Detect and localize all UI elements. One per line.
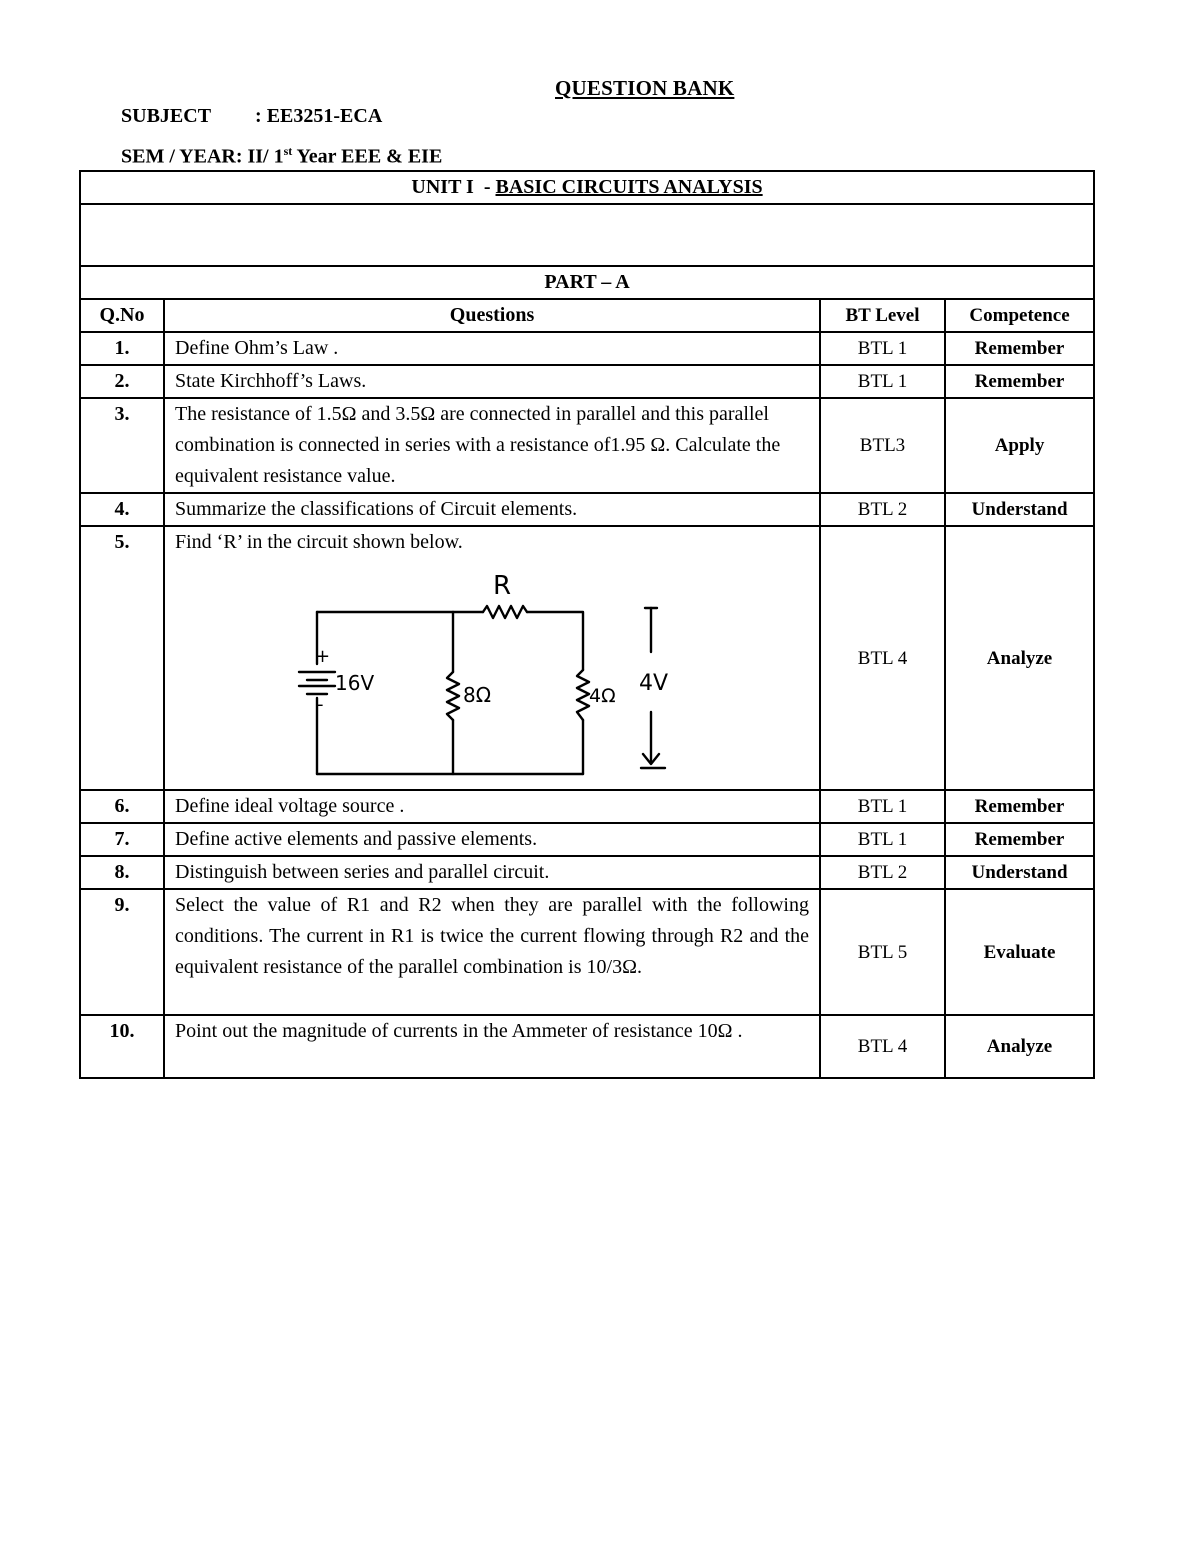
competence: Understand bbox=[945, 856, 1094, 889]
bt-level: BTL3 bbox=[820, 398, 945, 493]
table-row bbox=[80, 526, 1094, 790]
label-4v: 4V bbox=[639, 671, 669, 696]
competence: Remember bbox=[945, 823, 1094, 856]
header-row bbox=[80, 299, 1094, 332]
question-text: Find ‘R’ in the circuit shown below. bbox=[175, 531, 463, 553]
question-number: 9. bbox=[80, 889, 164, 1015]
competence: Remember bbox=[945, 790, 1094, 823]
unit-heading bbox=[80, 171, 1094, 204]
page-title: QUESTION BANK bbox=[555, 76, 735, 100]
bt-level: BTL 2 bbox=[820, 493, 945, 526]
question-number: 7. bbox=[80, 823, 164, 856]
question-text: The resistance of 1.5Ω and 3.5Ω are connected in parallel and this parallel combination is connected in series with a resistance of1.95 Ω. Calculate the equivalent resistance value. bbox=[164, 398, 820, 493]
question-text: Define Ohm’s Law . bbox=[164, 332, 820, 365]
table-row bbox=[80, 1015, 1094, 1078]
question-text: State Kirchhoff’s Laws. bbox=[164, 365, 820, 398]
table-row bbox=[80, 493, 1094, 526]
table-row bbox=[80, 889, 1094, 1015]
question-text: Distinguish between series and parallel circuit. bbox=[164, 856, 820, 889]
table-row bbox=[80, 790, 1094, 823]
unit-name: BASIC CIRCUITS ANALYSIS bbox=[495, 176, 763, 198]
question-number: 2. bbox=[80, 365, 164, 398]
battery-symbol bbox=[299, 672, 335, 694]
bt-level: BTL 4 bbox=[820, 526, 945, 790]
question-table bbox=[79, 170, 1095, 1079]
sem-year-sup: st bbox=[283, 144, 293, 158]
part-row bbox=[80, 266, 1094, 299]
bt-level: BTL 1 bbox=[820, 823, 945, 856]
competence: Evaluate bbox=[945, 889, 1094, 1015]
competence: Remember bbox=[945, 332, 1094, 365]
subject-value: : EE3251-ECA bbox=[255, 105, 383, 127]
label-r: R bbox=[493, 571, 512, 601]
resistor-r bbox=[483, 606, 527, 618]
bt-level: BTL 5 bbox=[820, 889, 945, 1015]
table-row bbox=[80, 398, 1094, 493]
question-number: 6. bbox=[80, 790, 164, 823]
question-number: 10. bbox=[80, 1015, 164, 1078]
sem-year-label: SEM / YEAR: II/ 1 bbox=[121, 145, 284, 168]
resistor-8-ohm bbox=[447, 672, 459, 720]
bt-level: BTL 4 bbox=[820, 1015, 945, 1078]
table-row bbox=[80, 365, 1094, 398]
blank-row bbox=[80, 204, 1094, 266]
question-text: Summarize the classifications of Circuit elements. bbox=[164, 493, 820, 526]
question-text: Point out the magnitude of currents in the Ammeter of resistance 10Ω . bbox=[164, 1015, 820, 1078]
subject-label: SUBJECT bbox=[121, 105, 212, 127]
bt-level: BTL 1 bbox=[820, 332, 945, 365]
table-row bbox=[80, 332, 1094, 365]
part-heading: PART – A bbox=[80, 266, 1094, 299]
resistor-4-ohm bbox=[577, 670, 589, 720]
sem-year-line bbox=[121, 144, 442, 169]
circuit-diagram bbox=[295, 560, 695, 782]
competence: Remember bbox=[945, 365, 1094, 398]
label-minus: - bbox=[317, 694, 324, 715]
question-cell-with-figure bbox=[164, 526, 820, 790]
bt-level: BTL 1 bbox=[820, 365, 945, 398]
question-number: 3. bbox=[80, 398, 164, 493]
question-text: Define active elements and passive elements. bbox=[164, 823, 820, 856]
competence: Analyze bbox=[945, 526, 1094, 790]
table-row bbox=[80, 823, 1094, 856]
competence: Analyze bbox=[945, 1015, 1094, 1078]
question-number: 4. bbox=[80, 493, 164, 526]
col-header-bt-level: BT Level bbox=[820, 299, 945, 332]
question-number: 1. bbox=[80, 332, 164, 365]
sem-year-rest: Year EEE & EIE bbox=[292, 145, 443, 168]
label-plus: + bbox=[315, 646, 331, 667]
bt-level: BTL 1 bbox=[820, 790, 945, 823]
question-text: Define ideal voltage source . bbox=[164, 790, 820, 823]
table-row bbox=[80, 856, 1094, 889]
unit-prefix: UNIT I - bbox=[411, 176, 496, 198]
col-header-qno: Q.No bbox=[80, 299, 164, 332]
col-header-questions: Questions bbox=[164, 299, 820, 332]
subject-line bbox=[121, 105, 382, 128]
label-4-ohm: 4Ω bbox=[589, 685, 616, 707]
question-text: Select the value of R1 and R2 when they are parallel with the following conditions. The current in R1 is twice the current flowing through R2 and the equivalent resistance of the parallel combination is 10/3Ω. bbox=[164, 889, 820, 1015]
label-16v: 16V bbox=[335, 671, 375, 695]
competence: Apply bbox=[945, 398, 1094, 493]
label-8-ohm: 8Ω bbox=[463, 683, 492, 707]
bt-level: BTL 2 bbox=[820, 856, 945, 889]
unit-row bbox=[80, 171, 1094, 204]
blank-cell bbox=[80, 204, 1094, 266]
competence: Understand bbox=[945, 493, 1094, 526]
col-header-competence: Competence bbox=[945, 299, 1094, 332]
question-number: 5. bbox=[80, 526, 164, 790]
question-number: 8. bbox=[80, 856, 164, 889]
